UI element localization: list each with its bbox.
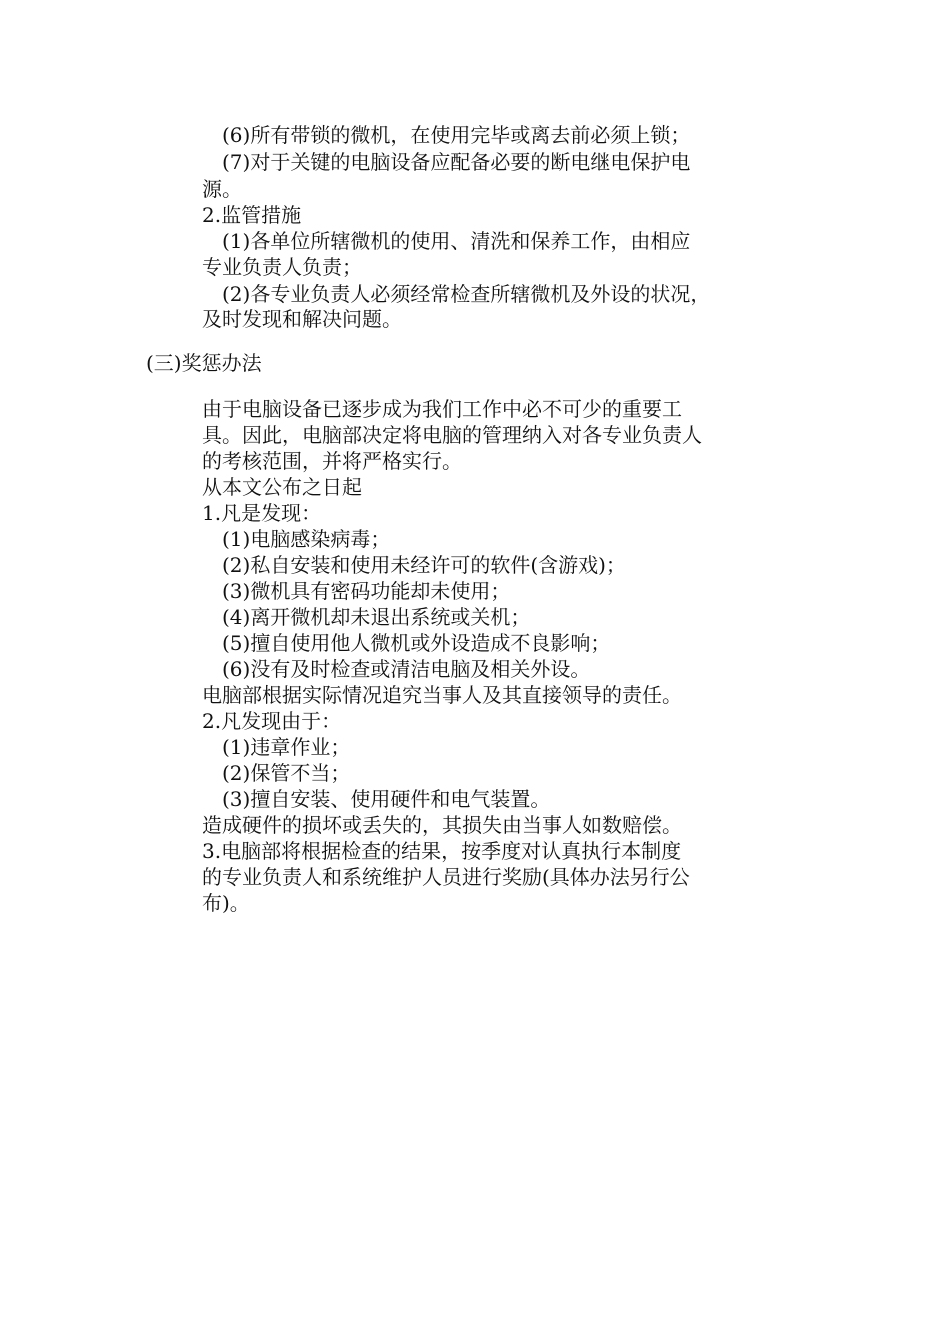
text-line: 3.电脑部将根据检查的结果，按季度对认真执行本制度 (202, 839, 682, 863)
text-line: 专业负责人负责； (202, 255, 362, 279)
text-line: 具。因此，电脑部决定将电脑的管理纳入对各专业负责人 (202, 423, 702, 447)
section-heading: (三)奖惩办法 (146, 351, 262, 375)
text-line: (6)所有带锁的微机，在使用完毕或离去前必须上锁； (222, 123, 691, 147)
section-heading: 2.监管措施 (202, 203, 302, 227)
list-item: (3)擅自安装、使用硬件和电气装置。 (222, 787, 551, 811)
text-line: 电脑部根据实际情况追究当事人及其直接领导的责任。 (202, 683, 682, 707)
text-line: 的考核范围，并将严格实行。 (202, 449, 462, 473)
text-line: (7)对于关键的电脑设备应配备必要的断电继电保护电 (222, 150, 691, 174)
section-heading: 2.凡发现由于： (202, 709, 342, 733)
list-item: (6)没有及时检查或清洁电脑及相关外设。 (222, 657, 591, 681)
section-heading: 1.凡是发现： (202, 501, 322, 525)
text-line: 源。 (202, 177, 242, 201)
list-item: (1)违章作业； (222, 735, 351, 759)
list-item: (4)离开微机却未退出系统或关机； (222, 605, 531, 629)
text-line: 的专业负责人和系统维护人员进行奖励(具体办法另行公 (202, 865, 690, 889)
list-item: (3)微机具有密码功能却未使用； (222, 579, 511, 603)
text-line: 从本文公布之日起 (202, 475, 362, 499)
list-item: (2)私自安装和使用未经许可的软件(含游戏)； (222, 553, 626, 577)
text-line: 及时发现和解决问题。 (202, 307, 402, 331)
text-line: 造成硬件的损坏或丢失的，其损失由当事人如数赔偿。 (202, 813, 682, 837)
list-item: (2)保管不当； (222, 761, 351, 785)
text-line: 由于电脑设备已逐步成为我们工作中必不可少的重要工 (202, 397, 682, 421)
list-item: (1)电脑感染病毒； (222, 527, 391, 551)
text-line: (1)各单位所辖微机的使用、清洗和保养工作，由相应 (222, 229, 691, 253)
text-line: 布)。 (202, 891, 250, 915)
text-line: (2)各专业负责人必须经常检查所辖微机及外设的状况， (222, 282, 711, 306)
list-item: (5)擅自使用他人微机或外设造成不良影响； (222, 631, 611, 655)
